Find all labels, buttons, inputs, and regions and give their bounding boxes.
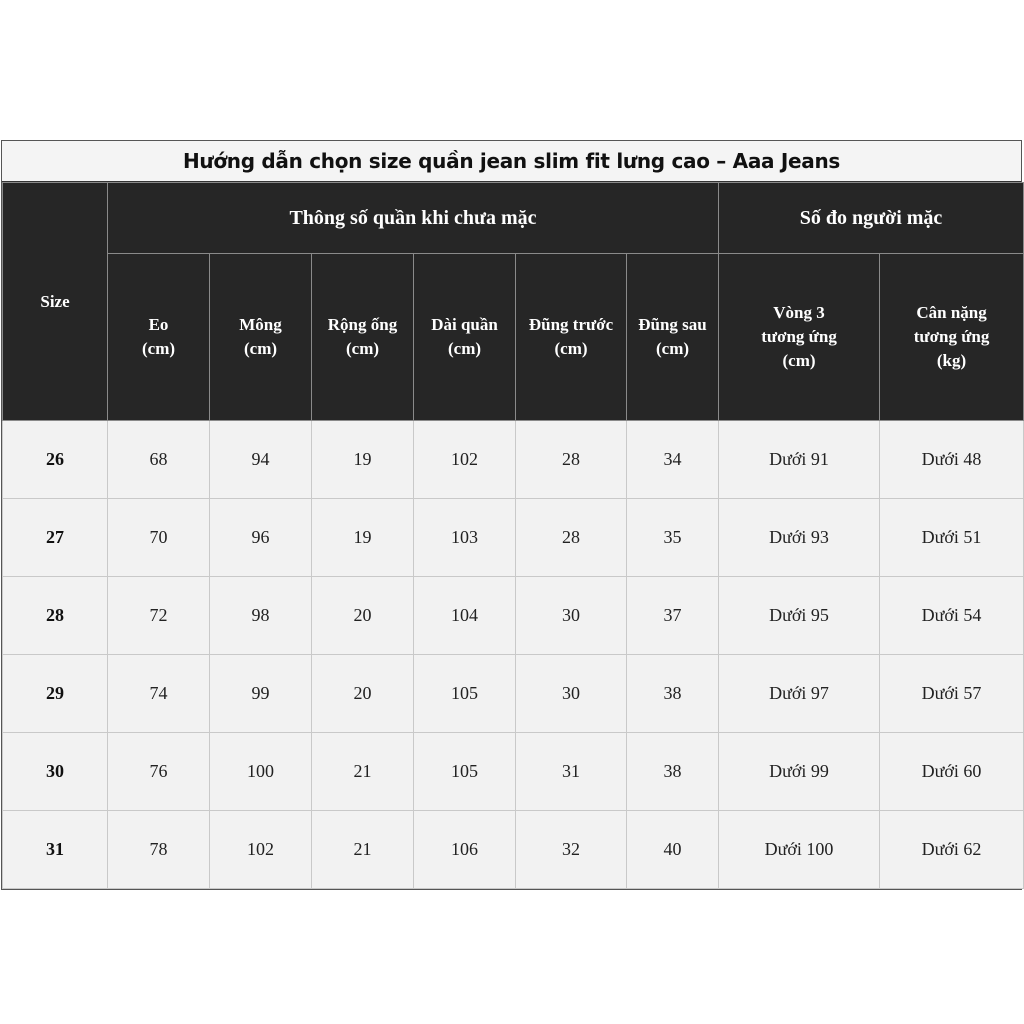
column-header: Dài quần (cm) <box>414 254 516 421</box>
table-cell: 28 <box>516 499 627 577</box>
column-header: Cân nặng tương ứng (kg) <box>880 254 1024 421</box>
table-cell: 38 <box>627 655 719 733</box>
table-cell: 105 <box>414 733 516 811</box>
table-cell: 21 <box>312 733 414 811</box>
table-cell: Dưới 99 <box>719 733 880 811</box>
table-cell: Dưới 57 <box>880 655 1024 733</box>
table-cell: 104 <box>414 577 516 655</box>
table-row <box>3 499 1024 577</box>
table-cell: 74 <box>108 655 210 733</box>
table-cell: 34 <box>627 421 719 499</box>
table-cell: 105 <box>414 655 516 733</box>
table-cell: 96 <box>210 499 312 577</box>
table-cell: 102 <box>414 421 516 499</box>
size-cell: 26 <box>3 421 108 499</box>
header-wearer-measurements: Số đo người mặc <box>719 183 1024 254</box>
table-cell: Dưới 93 <box>719 499 880 577</box>
size-cell: 30 <box>3 733 108 811</box>
header-size: Size <box>3 183 108 421</box>
header-garment-measurements: Thông số quần khi chưa mặc <box>108 183 719 254</box>
table-cell: 94 <box>210 421 312 499</box>
table-row <box>3 733 1024 811</box>
table-cell: 19 <box>312 421 414 499</box>
table-cell: 103 <box>414 499 516 577</box>
table-cell: 37 <box>627 577 719 655</box>
chart-title: Hướng dẫn chọn size quần jean slim fit lưng cao – Aaa Jeans <box>2 141 1021 182</box>
table-cell: Dưới 62 <box>880 811 1024 889</box>
table-cell: Dưới 95 <box>719 577 880 655</box>
table-cell: 70 <box>108 499 210 577</box>
table-cell: Dưới 48 <box>880 421 1024 499</box>
table-cell: Dưới 51 <box>880 499 1024 577</box>
table-cell: 30 <box>516 655 627 733</box>
table-cell: 102 <box>210 811 312 889</box>
column-header: Đũng sau (cm) <box>627 254 719 421</box>
table-cell: 35 <box>627 499 719 577</box>
size-table <box>2 182 1024 889</box>
table-cell: 20 <box>312 577 414 655</box>
size-cell: 27 <box>3 499 108 577</box>
table-cell: 68 <box>108 421 210 499</box>
table-cell: 30 <box>516 577 627 655</box>
column-header: Rộng ống (cm) <box>312 254 414 421</box>
column-header: Đũng trước (cm) <box>516 254 627 421</box>
table-row <box>3 655 1024 733</box>
table-cell: 32 <box>516 811 627 889</box>
table-cell: 38 <box>627 733 719 811</box>
table-cell: 20 <box>312 655 414 733</box>
table-cell: 106 <box>414 811 516 889</box>
table-cell: 98 <box>210 577 312 655</box>
table-cell: Dưới 97 <box>719 655 880 733</box>
table-cell: Dưới 100 <box>719 811 880 889</box>
table-cell: 40 <box>627 811 719 889</box>
size-cell: 31 <box>3 811 108 889</box>
table-cell: 72 <box>108 577 210 655</box>
table-cell: 99 <box>210 655 312 733</box>
table-cell: Dưới 54 <box>880 577 1024 655</box>
table-cell: 19 <box>312 499 414 577</box>
size-cell: 28 <box>3 577 108 655</box>
table-body <box>3 421 1024 889</box>
table-row <box>3 577 1024 655</box>
table-cell: 78 <box>108 811 210 889</box>
table-cell: 28 <box>516 421 627 499</box>
table-cell: 76 <box>108 733 210 811</box>
size-cell: 29 <box>3 655 108 733</box>
table-header <box>3 183 1024 421</box>
table-cell: Dưới 60 <box>880 733 1024 811</box>
size-chart <box>1 140 1022 890</box>
table-cell: 21 <box>312 811 414 889</box>
column-header: Vòng 3 tương ứng (cm) <box>719 254 880 421</box>
table-row <box>3 811 1024 889</box>
column-header: Eo (cm) <box>108 254 210 421</box>
table-cell: 31 <box>516 733 627 811</box>
table-row <box>3 421 1024 499</box>
table-cell: 100 <box>210 733 312 811</box>
table-cell: Dưới 91 <box>719 421 880 499</box>
column-header: Mông (cm) <box>210 254 312 421</box>
